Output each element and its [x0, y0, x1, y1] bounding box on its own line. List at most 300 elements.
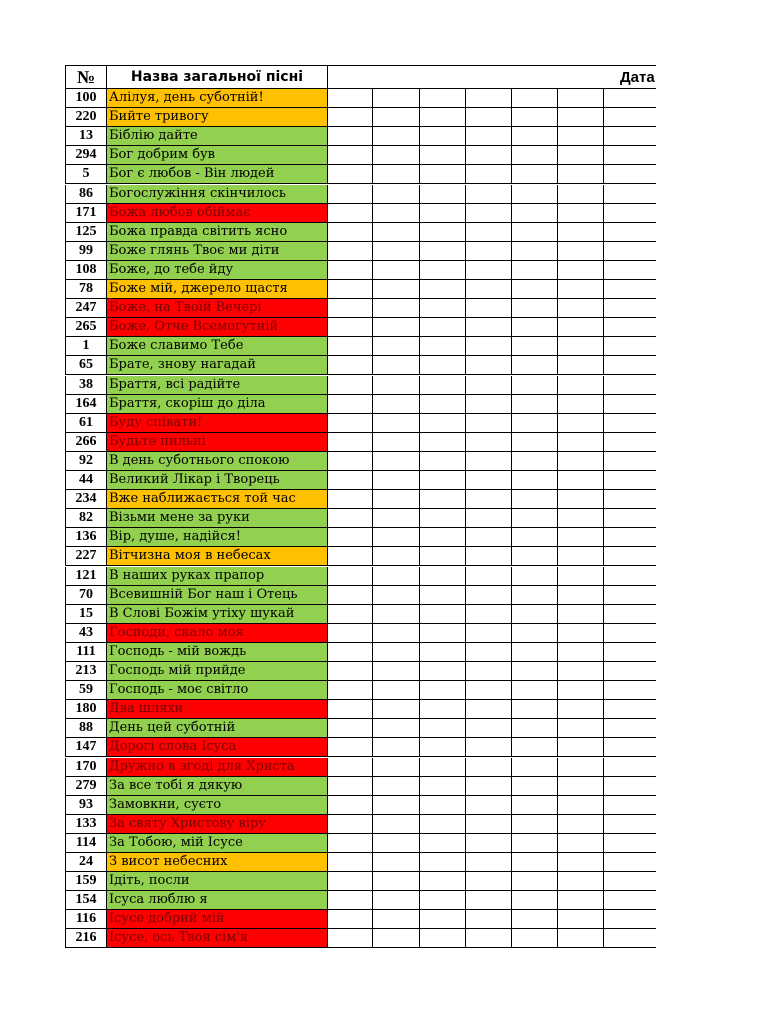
date-cell[interactable]	[420, 433, 466, 452]
date-cell[interactable]	[328, 567, 373, 586]
date-cell[interactable]	[604, 376, 656, 395]
date-cell[interactable]	[604, 356, 656, 375]
date-cell[interactable]	[604, 624, 656, 643]
date-cell[interactable]	[604, 815, 656, 834]
date-cell[interactable]	[466, 165, 512, 184]
date-cell[interactable]	[558, 376, 604, 395]
date-cell[interactable]	[328, 700, 373, 719]
date-cell[interactable]	[512, 89, 558, 108]
date-cell[interactable]	[328, 815, 373, 834]
date-cell[interactable]	[558, 853, 604, 872]
date-cell[interactable]	[604, 796, 656, 815]
date-cell[interactable]	[328, 223, 373, 242]
date-cell[interactable]	[373, 242, 420, 261]
date-cell[interactable]	[558, 872, 604, 891]
date-cell[interactable]	[373, 929, 420, 948]
date-cell[interactable]	[604, 929, 656, 948]
date-cell[interactable]	[512, 127, 558, 146]
date-cell[interactable]	[466, 452, 512, 471]
date-cell[interactable]	[512, 146, 558, 165]
date-cell[interactable]	[466, 719, 512, 738]
date-cell[interactable]	[512, 337, 558, 356]
date-cell[interactable]	[512, 223, 558, 242]
date-cell[interactable]	[466, 624, 512, 643]
date-cell[interactable]	[328, 796, 373, 815]
date-cell[interactable]	[558, 605, 604, 624]
date-cell[interactable]	[328, 643, 373, 662]
date-cell[interactable]	[466, 891, 512, 910]
date-cell[interactable]	[328, 547, 373, 566]
date-cell[interactable]	[558, 471, 604, 490]
date-cell[interactable]	[604, 414, 656, 433]
date-cell[interactable]	[604, 891, 656, 910]
date-cell[interactable]	[373, 719, 420, 738]
date-cell[interactable]	[466, 261, 512, 280]
date-cell[interactable]	[604, 834, 656, 853]
date-cell[interactable]	[558, 318, 604, 337]
date-cell[interactable]	[466, 567, 512, 586]
date-cell[interactable]	[466, 414, 512, 433]
date-cell[interactable]	[328, 853, 373, 872]
date-cell[interactable]	[328, 452, 373, 471]
date-cell[interactable]	[420, 567, 466, 586]
date-cell[interactable]	[328, 872, 373, 891]
date-cell[interactable]	[328, 280, 373, 299]
date-cell[interactable]	[373, 414, 420, 433]
date-cell[interactable]	[604, 337, 656, 356]
date-cell[interactable]	[373, 872, 420, 891]
date-cell[interactable]	[420, 605, 466, 624]
date-cell[interactable]	[512, 299, 558, 318]
date-cell[interactable]	[328, 414, 373, 433]
date-cell[interactable]	[420, 624, 466, 643]
date-cell[interactable]	[512, 872, 558, 891]
date-cell[interactable]	[558, 738, 604, 757]
date-cell[interactable]	[558, 891, 604, 910]
date-cell[interactable]	[373, 299, 420, 318]
date-cell[interactable]	[420, 146, 466, 165]
date-cell[interactable]	[604, 146, 656, 165]
date-cell[interactable]	[466, 108, 512, 127]
date-cell[interactable]	[373, 280, 420, 299]
date-cell[interactable]	[512, 586, 558, 605]
date-cell[interactable]	[466, 185, 512, 204]
date-cell[interactable]	[328, 681, 373, 700]
date-cell[interactable]	[512, 700, 558, 719]
date-cell[interactable]	[604, 567, 656, 586]
date-cell[interactable]	[604, 853, 656, 872]
date-cell[interactable]	[420, 318, 466, 337]
date-cell[interactable]	[373, 108, 420, 127]
date-cell[interactable]	[604, 165, 656, 184]
date-cell[interactable]	[604, 528, 656, 547]
date-cell[interactable]	[558, 528, 604, 547]
date-cell[interactable]	[420, 853, 466, 872]
date-cell[interactable]	[328, 395, 373, 414]
date-cell[interactable]	[604, 872, 656, 891]
date-cell[interactable]	[604, 509, 656, 528]
date-cell[interactable]	[558, 337, 604, 356]
date-cell[interactable]	[558, 758, 604, 777]
date-cell[interactable]	[328, 204, 373, 223]
date-cell[interactable]	[328, 165, 373, 184]
date-cell[interactable]	[328, 146, 373, 165]
date-cell[interactable]	[466, 681, 512, 700]
date-cell[interactable]	[558, 567, 604, 586]
date-cell[interactable]	[328, 242, 373, 261]
date-cell[interactable]	[420, 738, 466, 757]
date-cell[interactable]	[466, 509, 512, 528]
date-cell[interactable]	[466, 146, 512, 165]
date-cell[interactable]	[328, 719, 373, 738]
date-cell[interactable]	[512, 662, 558, 681]
date-cell[interactable]	[328, 509, 373, 528]
date-cell[interactable]	[466, 337, 512, 356]
date-cell[interactable]	[512, 471, 558, 490]
date-cell[interactable]	[373, 758, 420, 777]
date-cell[interactable]	[558, 414, 604, 433]
date-cell[interactable]	[466, 700, 512, 719]
date-cell[interactable]	[373, 528, 420, 547]
date-cell[interactable]	[466, 299, 512, 318]
date-cell[interactable]	[558, 299, 604, 318]
date-cell[interactable]	[466, 127, 512, 146]
date-cell[interactable]	[604, 910, 656, 929]
date-cell[interactable]	[373, 624, 420, 643]
date-cell[interactable]	[512, 853, 558, 872]
date-cell[interactable]	[558, 280, 604, 299]
date-cell[interactable]	[420, 662, 466, 681]
date-cell[interactable]	[420, 337, 466, 356]
date-cell[interactable]	[512, 376, 558, 395]
date-cell[interactable]	[466, 853, 512, 872]
date-cell[interactable]	[558, 433, 604, 452]
date-cell[interactable]	[373, 337, 420, 356]
date-cell[interactable]	[512, 929, 558, 948]
date-cell[interactable]	[420, 586, 466, 605]
date-cell[interactable]	[328, 605, 373, 624]
date-cell[interactable]	[558, 452, 604, 471]
date-cell[interactable]	[604, 586, 656, 605]
date-cell[interactable]	[558, 586, 604, 605]
date-cell[interactable]	[604, 662, 656, 681]
date-cell[interactable]	[373, 815, 420, 834]
date-cell[interactable]	[512, 567, 558, 586]
date-cell[interactable]	[420, 872, 466, 891]
date-cell[interactable]	[420, 528, 466, 547]
date-cell[interactable]	[420, 719, 466, 738]
date-cell[interactable]	[420, 681, 466, 700]
date-cell[interactable]	[466, 204, 512, 223]
date-cell[interactable]	[558, 108, 604, 127]
date-cell[interactable]	[466, 89, 512, 108]
date-cell[interactable]	[466, 471, 512, 490]
date-cell[interactable]	[420, 700, 466, 719]
date-cell[interactable]	[558, 719, 604, 738]
date-cell[interactable]	[328, 471, 373, 490]
date-cell[interactable]	[373, 853, 420, 872]
date-cell[interactable]	[420, 395, 466, 414]
date-cell[interactable]	[512, 185, 558, 204]
date-cell[interactable]	[466, 586, 512, 605]
date-cell[interactable]	[466, 777, 512, 796]
date-cell[interactable]	[604, 242, 656, 261]
date-cell[interactable]	[373, 509, 420, 528]
date-cell[interactable]	[328, 758, 373, 777]
date-cell[interactable]	[512, 452, 558, 471]
date-cell[interactable]	[328, 834, 373, 853]
date-cell[interactable]	[420, 490, 466, 509]
date-cell[interactable]	[373, 891, 420, 910]
date-cell[interactable]	[373, 165, 420, 184]
date-cell[interactable]	[373, 318, 420, 337]
date-cell[interactable]	[466, 910, 512, 929]
date-cell[interactable]	[420, 414, 466, 433]
date-cell[interactable]	[604, 299, 656, 318]
date-cell[interactable]	[373, 356, 420, 375]
date-cell[interactable]	[512, 624, 558, 643]
date-cell[interactable]	[604, 433, 656, 452]
date-cell[interactable]	[604, 261, 656, 280]
date-cell[interactable]	[328, 376, 373, 395]
date-cell[interactable]	[604, 490, 656, 509]
date-cell[interactable]	[512, 165, 558, 184]
date-cell[interactable]	[420, 834, 466, 853]
date-cell[interactable]	[420, 509, 466, 528]
date-cell[interactable]	[420, 891, 466, 910]
date-cell[interactable]	[328, 586, 373, 605]
date-cell[interactable]	[420, 242, 466, 261]
date-cell[interactable]	[512, 280, 558, 299]
date-cell[interactable]	[420, 127, 466, 146]
date-cell[interactable]	[373, 433, 420, 452]
date-cell[interactable]	[466, 738, 512, 757]
date-cell[interactable]	[420, 796, 466, 815]
date-cell[interactable]	[420, 910, 466, 929]
date-cell[interactable]	[373, 777, 420, 796]
date-cell[interactable]	[373, 146, 420, 165]
date-cell[interactable]	[420, 261, 466, 280]
date-cell[interactable]	[420, 815, 466, 834]
date-cell[interactable]	[373, 567, 420, 586]
date-cell[interactable]	[373, 738, 420, 757]
date-cell[interactable]	[373, 204, 420, 223]
date-cell[interactable]	[558, 490, 604, 509]
date-cell[interactable]	[466, 834, 512, 853]
date-cell[interactable]	[328, 299, 373, 318]
date-cell[interactable]	[558, 395, 604, 414]
date-cell[interactable]	[604, 89, 656, 108]
date-cell[interactable]	[558, 165, 604, 184]
date-cell[interactable]	[604, 681, 656, 700]
date-cell[interactable]	[512, 777, 558, 796]
date-cell[interactable]	[373, 834, 420, 853]
date-cell[interactable]	[328, 127, 373, 146]
date-cell[interactable]	[328, 777, 373, 796]
date-cell[interactable]	[604, 777, 656, 796]
date-cell[interactable]	[466, 242, 512, 261]
date-cell[interactable]	[373, 681, 420, 700]
date-cell[interactable]	[558, 223, 604, 242]
date-cell[interactable]	[466, 929, 512, 948]
date-cell[interactable]	[466, 395, 512, 414]
date-cell[interactable]	[558, 242, 604, 261]
date-cell[interactable]	[512, 719, 558, 738]
date-cell[interactable]	[466, 376, 512, 395]
date-cell[interactable]	[604, 452, 656, 471]
date-cell[interactable]	[512, 204, 558, 223]
date-cell[interactable]	[604, 700, 656, 719]
date-cell[interactable]	[512, 318, 558, 337]
date-cell[interactable]	[373, 910, 420, 929]
date-cell[interactable]	[512, 910, 558, 929]
date-cell[interactable]	[328, 891, 373, 910]
date-cell[interactable]	[373, 605, 420, 624]
date-cell[interactable]	[558, 796, 604, 815]
date-cell[interactable]	[373, 471, 420, 490]
date-cell[interactable]	[466, 318, 512, 337]
date-cell[interactable]	[558, 910, 604, 929]
date-cell[interactable]	[420, 547, 466, 566]
date-cell[interactable]	[420, 108, 466, 127]
date-cell[interactable]	[512, 796, 558, 815]
date-cell[interactable]	[604, 127, 656, 146]
date-cell[interactable]	[558, 547, 604, 566]
date-cell[interactable]	[604, 108, 656, 127]
date-cell[interactable]	[328, 433, 373, 452]
date-cell[interactable]	[558, 643, 604, 662]
date-cell[interactable]	[512, 509, 558, 528]
date-cell[interactable]	[420, 299, 466, 318]
date-cell[interactable]	[558, 261, 604, 280]
date-cell[interactable]	[466, 433, 512, 452]
date-cell[interactable]	[604, 280, 656, 299]
date-cell[interactable]	[420, 356, 466, 375]
date-cell[interactable]	[512, 738, 558, 757]
date-cell[interactable]	[512, 242, 558, 261]
date-cell[interactable]	[373, 586, 420, 605]
date-cell[interactable]	[420, 643, 466, 662]
date-cell[interactable]	[328, 356, 373, 375]
date-cell[interactable]	[466, 547, 512, 566]
date-cell[interactable]	[604, 719, 656, 738]
date-cell[interactable]	[512, 643, 558, 662]
date-cell[interactable]	[604, 185, 656, 204]
date-cell[interactable]	[466, 643, 512, 662]
date-cell[interactable]	[466, 280, 512, 299]
date-cell[interactable]	[373, 547, 420, 566]
date-cell[interactable]	[466, 662, 512, 681]
date-cell[interactable]	[604, 605, 656, 624]
date-cell[interactable]	[466, 605, 512, 624]
date-cell[interactable]	[373, 261, 420, 280]
date-cell[interactable]	[558, 89, 604, 108]
date-cell[interactable]	[604, 738, 656, 757]
date-cell[interactable]	[512, 433, 558, 452]
date-cell[interactable]	[420, 758, 466, 777]
date-cell[interactable]	[604, 758, 656, 777]
date-cell[interactable]	[373, 662, 420, 681]
date-cell[interactable]	[512, 414, 558, 433]
date-cell[interactable]	[512, 356, 558, 375]
date-cell[interactable]	[420, 89, 466, 108]
date-cell[interactable]	[604, 471, 656, 490]
date-cell[interactable]	[466, 815, 512, 834]
date-cell[interactable]	[558, 815, 604, 834]
date-cell[interactable]	[466, 872, 512, 891]
date-cell[interactable]	[328, 738, 373, 757]
date-cell[interactable]	[373, 796, 420, 815]
date-cell[interactable]	[512, 547, 558, 566]
date-cell[interactable]	[420, 376, 466, 395]
date-cell[interactable]	[558, 509, 604, 528]
date-cell[interactable]	[512, 528, 558, 547]
date-cell[interactable]	[466, 490, 512, 509]
date-cell[interactable]	[420, 471, 466, 490]
date-cell[interactable]	[558, 662, 604, 681]
date-cell[interactable]	[604, 643, 656, 662]
date-cell[interactable]	[420, 452, 466, 471]
date-cell[interactable]	[558, 356, 604, 375]
date-cell[interactable]	[466, 758, 512, 777]
date-cell[interactable]	[420, 204, 466, 223]
date-cell[interactable]	[420, 223, 466, 242]
date-cell[interactable]	[328, 108, 373, 127]
date-cell[interactable]	[420, 777, 466, 796]
date-cell[interactable]	[558, 204, 604, 223]
date-cell[interactable]	[466, 223, 512, 242]
date-cell[interactable]	[328, 490, 373, 509]
date-cell[interactable]	[373, 376, 420, 395]
date-cell[interactable]	[558, 700, 604, 719]
date-cell[interactable]	[512, 605, 558, 624]
date-cell[interactable]	[328, 261, 373, 280]
date-cell[interactable]	[328, 528, 373, 547]
date-cell[interactable]	[512, 891, 558, 910]
date-cell[interactable]	[420, 185, 466, 204]
date-cell[interactable]	[558, 146, 604, 165]
date-cell[interactable]	[373, 490, 420, 509]
date-cell[interactable]	[328, 910, 373, 929]
date-cell[interactable]	[466, 528, 512, 547]
date-cell[interactable]	[558, 681, 604, 700]
date-cell[interactable]	[558, 929, 604, 948]
date-cell[interactable]	[328, 89, 373, 108]
date-cell[interactable]	[373, 700, 420, 719]
date-cell[interactable]	[373, 127, 420, 146]
date-cell[interactable]	[512, 395, 558, 414]
date-cell[interactable]	[558, 185, 604, 204]
date-cell[interactable]	[512, 815, 558, 834]
date-cell[interactable]	[604, 547, 656, 566]
date-cell[interactable]	[558, 777, 604, 796]
date-cell[interactable]	[328, 318, 373, 337]
date-cell[interactable]	[604, 204, 656, 223]
date-cell[interactable]	[512, 758, 558, 777]
date-cell[interactable]	[373, 223, 420, 242]
date-cell[interactable]	[420, 280, 466, 299]
date-cell[interactable]	[558, 834, 604, 853]
date-cell[interactable]	[373, 452, 420, 471]
date-cell[interactable]	[512, 681, 558, 700]
date-cell[interactable]	[373, 643, 420, 662]
date-cell[interactable]	[328, 662, 373, 681]
date-cell[interactable]	[604, 318, 656, 337]
date-cell[interactable]	[373, 395, 420, 414]
date-cell[interactable]	[466, 796, 512, 815]
date-cell[interactable]	[328, 337, 373, 356]
date-cell[interactable]	[373, 185, 420, 204]
